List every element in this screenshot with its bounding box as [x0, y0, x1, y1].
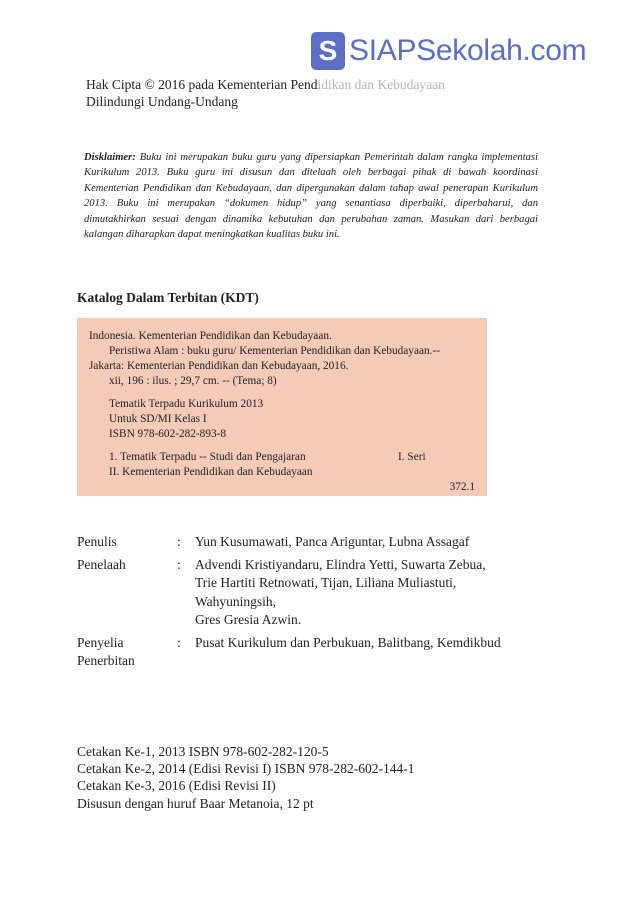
printing-line-2: Cetakan Ke-2, 2014 (Edisi Revisi I) ISBN 978-282-602-144-1: [77, 761, 415, 777]
kdt-subject-2: II. Kementerian Pendidikan dan Kebudayaan: [109, 466, 313, 478]
disclaimer-label: Disklaimer:: [84, 152, 136, 163]
kdt-line: Jakarta: Kementerian Pendidikan dan Kebudayaan, 2016.: [89, 360, 349, 372]
credit-label: Penelaah: [77, 556, 126, 572]
logo-badge: S: [311, 32, 345, 70]
disclaimer-paragraph: [84, 150, 538, 242]
printing-line-3: Cetakan Ke-3, 2016 (Edisi Revisi II): [77, 778, 276, 794]
kdt-line: xii, 196 : ilus. ; 29,7 cm. -- (Tema; 8): [109, 375, 277, 387]
kdt-classification: 372.1: [449, 481, 475, 493]
credit-value: Yun Kusumawati, Panca Ariguntar, Lubna Assagaf: [195, 534, 470, 549]
credit-label: Penulis: [77, 534, 117, 549]
credits-section: [77, 533, 525, 675]
credit-value: [195, 556, 525, 630]
disclaimer-text: Buku ini merupakan buku guru yang dipersiapkan Pemerintah dalam rangka implementasi Kurikulum 2013. Buku guru ini disusun dan ditelaah oleh berbagai pihak di bawah koordinasi Kementerian Pendidikan dan Kebudayaan, dan dipergunakan dalam tahap awal penerapan Kurikulum 2013. Buku ini merupakan “dokumen hidup” yang senantiasa diperbaiki, diperbaharui, dan dimutakhirkan sesuai dengan dinamika kebutuhan dan perubahan zaman. Masukan dari berbagai kalangan diharapkan dapat meningkatkan kualitas buku ini.: [84, 152, 538, 241]
kdt-isbn: ISBN 978-602-282-893-8: [109, 428, 227, 440]
credit-value: Pusat Kurikulum dan Perbukuan, Balitbang, Kemdikbud: [195, 634, 501, 650]
credit-row-penelaah: [77, 556, 525, 630]
kdt-title: Katalog Dalam Terbitan (KDT): [77, 290, 259, 305]
printing-history: [77, 743, 414, 812]
kdt-series: I. Seri: [398, 451, 426, 463]
logo-text: SIAPSekolah.com: [349, 34, 587, 67]
copyright-line-1: Hak Cipta © 2016 pada Kementerian Pend: [86, 77, 318, 92]
copyright-notice: [86, 76, 445, 110]
penelaah-line-2: Trie Hartiti Retnowati, Tijan, Liliana Muliastuti, Wahyuningsih,: [195, 575, 457, 609]
kdt-line: Untuk SD/MI Kelas I: [109, 413, 207, 425]
credit-row-penulis: [77, 533, 525, 552]
kdt-line: Tematik Terpadu Kurikulum 2013: [109, 398, 264, 410]
copyright-line-1-faded: idikan dan Kebudayaan: [317, 77, 445, 92]
credit-colon: :: [177, 634, 181, 650]
printing-line-1: Cetakan Ke-1, 2013 ISBN 978-602-282-120-5: [77, 744, 329, 759]
kdt-line: Peristiwa Alam : buku guru/ Kementerian Pendidikan dan Kebudayaan.--: [109, 345, 440, 357]
kdt-catalog-box: [77, 318, 487, 496]
copyright-line-2: Dilindungi Undang-Undang: [86, 94, 238, 109]
kdt-line: Indonesia. Kementerian Pendidikan dan Kebudayaan.: [89, 330, 332, 342]
typeface-note: Disusun dengan huruf Baar Metanoia, 12 pt: [77, 795, 314, 811]
credit-label: Penyelia Penerbitan: [77, 634, 135, 668]
kdt-subject-1: 1. Tematik Terpadu -- Studi dan Pengajaran: [109, 451, 306, 463]
credit-colon: :: [177, 534, 181, 549]
penelaah-line-3: Gres Gresia Azwin.: [195, 612, 302, 627]
siapsekolah-watermark-logo: [311, 28, 586, 74]
credit-row-penyelia: [77, 634, 525, 671]
credit-colon: :: [177, 556, 181, 572]
penelaah-line-1: Advendi Kristiyandaru, Elindra Yetti, Suwarta Zebua,: [195, 556, 486, 572]
